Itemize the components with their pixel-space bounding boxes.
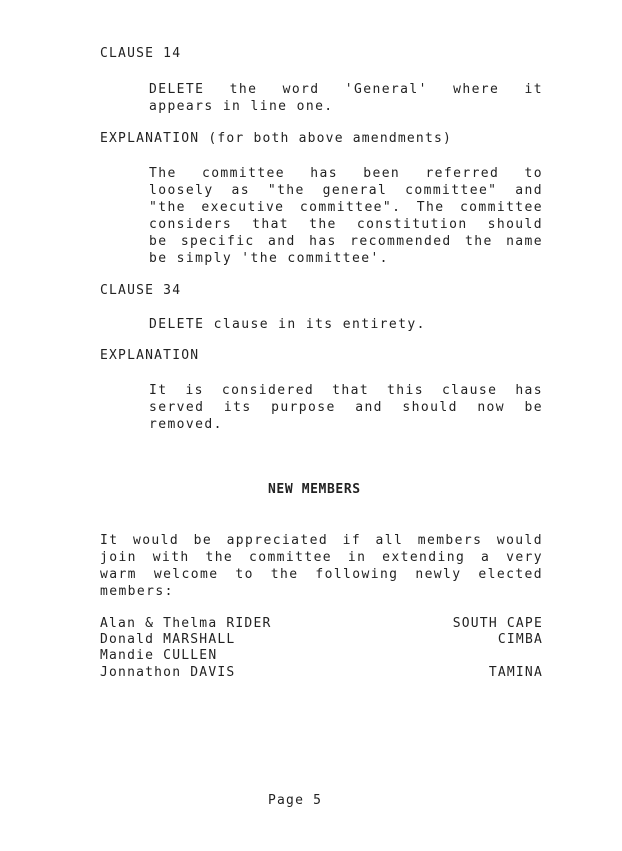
member-location: CIMBA — [497, 632, 543, 647]
clause-14-line: appears in line one. — [149, 99, 334, 114]
member-name: Mandie CULLEN — [100, 648, 218, 663]
explanation-2-text — [149, 382, 543, 433]
explanation-2-heading: EXPLANATION — [100, 348, 200, 363]
clause-14-text — [149, 81, 543, 115]
clause-14-heading: CLAUSE 14 — [100, 46, 182, 61]
member-location: TAMINA — [488, 665, 543, 680]
explanation-2-line: served its purpose and should now be — [149, 400, 543, 415]
member-name: Alan & Thelma RIDER — [100, 616, 272, 631]
member-location: SOUTH CAPE — [452, 616, 543, 631]
intro-line: It would be appreciated if all members would — [100, 533, 543, 548]
member-row — [100, 616, 543, 633]
explanation-2-line: It is considered that this clause has — [149, 383, 543, 398]
intro-line: join with the committee in extending a very — [100, 550, 543, 565]
clause-34-line: DELETE clause in its entirety. — [149, 317, 426, 332]
member-name: Donald MARSHALL — [100, 632, 236, 647]
explanation-1-text — [149, 165, 543, 267]
intro-line: members: — [100, 584, 174, 599]
explanation-2-line: removed. — [149, 417, 223, 432]
explanation-1-line: be specific and has recommended the name — [149, 234, 543, 249]
explanation-1-heading: EXPLANATION (for both above amendments) — [100, 131, 453, 146]
explanation-1-line: be simply 'the committee'. — [149, 251, 389, 266]
new-members-intro — [100, 532, 543, 600]
intro-line: warm welcome to the following newly elected — [100, 567, 543, 582]
explanation-1-line: "the executive committee". The committee — [149, 200, 543, 215]
clause-34-heading: CLAUSE 34 — [100, 283, 182, 298]
explanation-1-line: loosely as "the general committee" and — [149, 183, 543, 198]
clause-34-text — [149, 316, 543, 333]
member-name: Jonnathon DAVIS — [100, 665, 236, 680]
explanation-1-line: considers that the constitution should — [149, 217, 543, 232]
member-row — [100, 648, 543, 665]
explanation-1-line: The committee has been referred to — [149, 166, 543, 181]
page-number: Page 5 — [268, 793, 323, 808]
new-members-heading: NEW MEMBERS — [268, 482, 361, 497]
member-row — [100, 665, 543, 682]
clause-14-line: DELETE the word 'General' where it — [149, 82, 543, 97]
member-row — [100, 632, 543, 649]
